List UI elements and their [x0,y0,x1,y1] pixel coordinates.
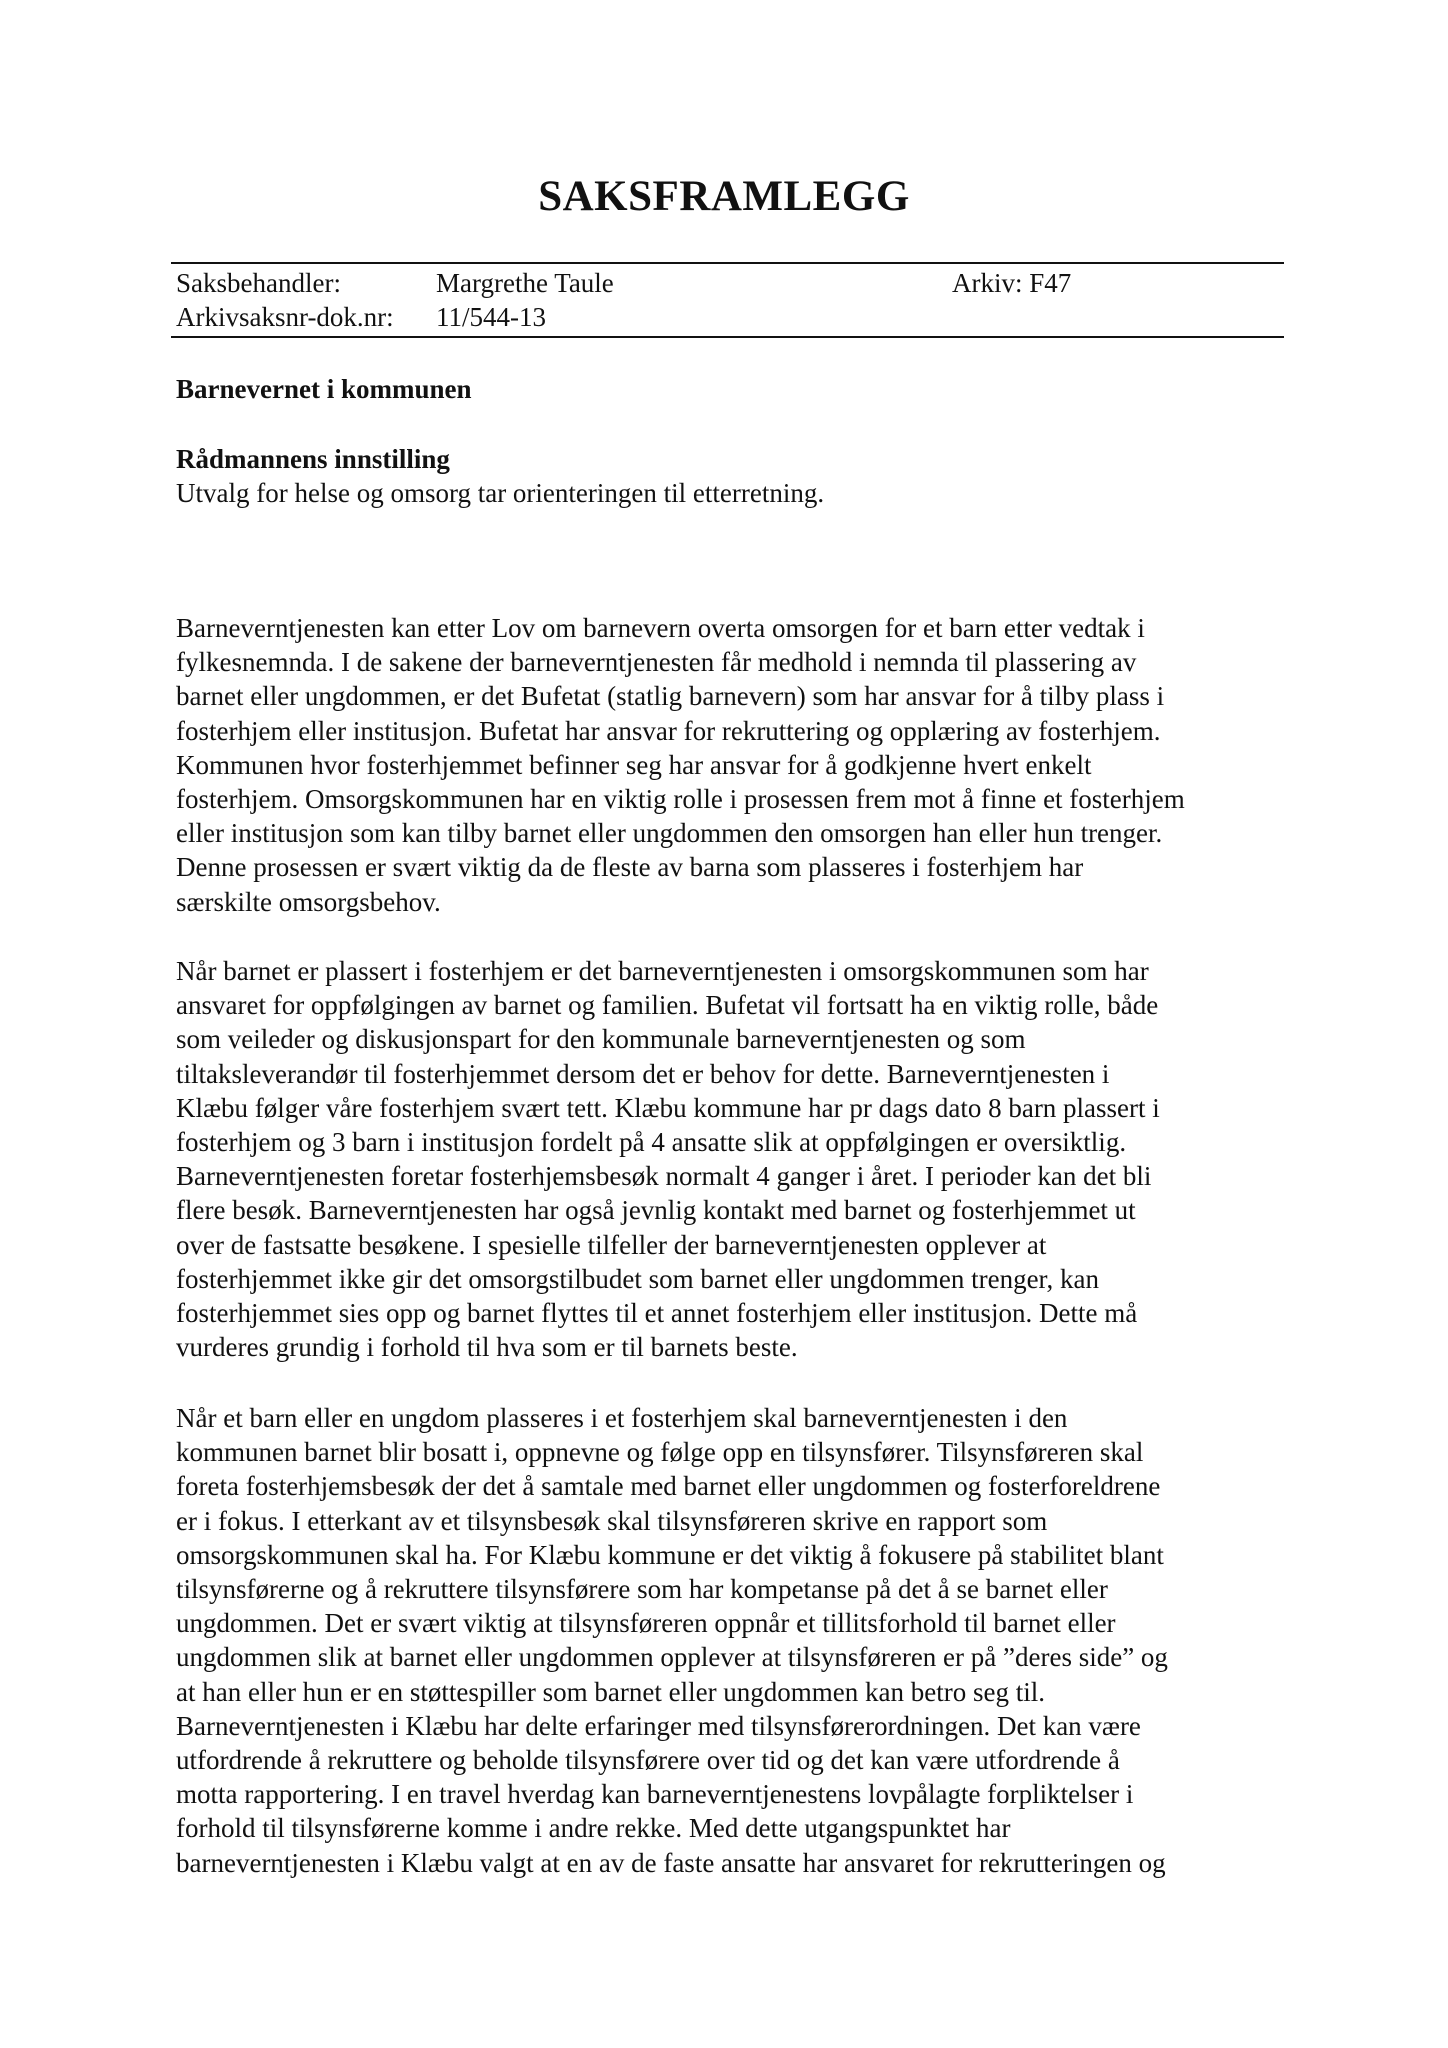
recommendation-text: Utvalg for helse og omsorg tar orienteringen til etterretning. [176,478,825,508]
paragraph-line: tiltaksleverandør til fosterhjemmet dersom det er behov for dette. Barneverntjenesten i [176,1058,1110,1089]
document-title: SAKSFRAMLEGG [538,173,910,220]
paragraph-line: ansvaret for oppfølgingen av barnet og familien. Bufetat vil fortsatt ha en viktig rolle, både [176,990,1159,1021]
case-title: Barnevernet i kommunen [176,374,472,404]
recommendation-heading: Rådmannens innstilling [176,444,450,474]
paragraph-line: som veileder og diskusjonspart for den kommunale barneverntjenesten og som [176,1024,1026,1055]
paragraph-line: barneverntjenesten i Klæbu valgt at en av de faste ansatte har ansvaret for rekrutteringen og [176,1847,1166,1878]
paragraph-line: fylkesnemnda. I de sakene der barneverntjenesten får medhold i nemnda til plassering av [176,647,1137,678]
paragraph-line: forhold til tilsynsførerne komme i andre rekke. Med dette utgangspunktet har [176,1813,1011,1844]
body-paragraph [176,611,1286,919]
paragraph-line: utfordrende å rekruttere og beholde tilsynsførere over tid og det kan være utfordrende å [176,1745,1120,1776]
paragraph-line: barnet eller ungdommen, er det Bufetat (statlig barnevern) som har ansvar for å tilby plass i [176,681,1165,712]
paragraph-line: motta rapportering. I en travel hverdag kan barneverntjenestens lovpålagte forpliktelser i [176,1779,1134,1810]
paragraph-line: Barneverntjenesten i Klæbu har delte erfaringer med tilsynsførerordningen. Det kan være [176,1710,1141,1741]
archive-code: Arkiv: F47 [952,268,1072,298]
paragraph-line: Når barnet er plassert i fosterhjem er det barneverntjenesten i omsorgskommunen som har [176,956,1149,986]
paragraph-line: Klæbu følger våre fosterhjem svært tett. Klæbu kommune har pr dags dato 8 barn plassert i [176,1092,1160,1123]
paragraph-line: fosterhjemmet sies opp og barnet flyttes til et annet fosterhjem eller institusjon. Dette må [176,1298,1138,1329]
case-officer-value: Margrethe Taule [436,268,614,298]
header-rule-top [171,262,1284,264]
paragraph-line: særskilte omsorgsbehov. [176,886,441,917]
paragraph-line: omsorgskommunen skal ha. For Klæbu kommune er det viktig å fokusere på stabilitet blant [176,1539,1164,1570]
body-paragraph [176,1401,1286,1880]
paragraph-line: er i fokus. I etterkant av et tilsynsbesøk skal tilsynsføreren skrive en rapport som [176,1505,1048,1536]
paragraph-line: kommunen barnet blir bosatt i, oppnevne og følge opp en tilsynsfører. Tilsynsføreren skal [176,1437,1144,1468]
paragraph-line: foreta fosterhjemsbesøk der det å samtale med barnet eller ungdommen og fosterforeldrene [176,1471,1161,1502]
paragraph-line: fosterhjem og 3 barn i institusjon fordelt på 4 ansatte slik at oppfølgingen er oversiktlig. [176,1127,1127,1158]
paragraph-line: ungdommen slik at barnet eller ungdommen opplever at tilsynsføreren er på ”deres side” og [176,1642,1168,1673]
paragraph-line: over de fastsatte besøkene. I spesielle tilfeller der barneverntjenesten opplever at [176,1229,1047,1260]
archive-ref-value: 11/544-13 [436,302,546,332]
case-officer-label: Saksbehandler: [176,268,341,298]
paragraph-line: at han eller hun er en støttespiller som barnet eller ungdommen kan betro seg til. [176,1676,1045,1707]
paragraph-line: eller institusjon som kan tilby barnet eller ungdommen den omsorgen han eller hun trenger. [176,818,1163,849]
paragraph-line: tilsynsførerne og å rekruttere tilsynsførere som har kompetanse på det å se barnet eller [176,1574,1108,1605]
paragraph-line: Kommunen hvor fosterhjemmet befinner seg har ansvar for å godkjenne hvert enkelt [176,749,1092,780]
paragraph-line: fosterhjemmet ikke gir det omsorgstilbudet som barnet eller ungdommen trenger, kan [176,1263,1099,1294]
paragraph-line: vurderes grundig i forhold til hva som er til barnets beste. [176,1332,798,1363]
body-paragraph [176,954,1286,1364]
paragraph-line: fosterhjem. Omsorgskommunen har en viktig rolle i prosessen frem mot å finne et fosterhjem [176,784,1185,815]
paragraph-line: Denne prosessen er svært viktig da de fleste av barna som plasseres i fosterhjem har [176,852,1084,883]
paragraph-line: Barneverntjenesten kan etter Lov om barnevern overta omsorgen for et barn etter vedtak i [176,613,1145,643]
archive-ref-label: Arkivsaksnr-dok.nr: [176,302,394,332]
header-rule-bottom [171,336,1284,338]
paragraph-line: ungdommen. Det er svært viktig at tilsynsføreren oppnår et tillitsforhold til barnet eller [176,1608,1116,1639]
paragraph-line: flere besøk. Barneverntjenesten har også jevnlig kontakt med barnet og fosterhjemmet ut [176,1195,1136,1226]
paragraph-line: Barneverntjenesten foretar fosterhjemsbesøk normalt 4 ganger i året. I perioder kan det bli [176,1161,1152,1192]
paragraph-line: Når et barn eller en ungdom plasseres i et fosterhjem skal barneverntjenesten i den [176,1403,1068,1433]
paragraph-line: fosterhjem eller institusjon. Bufetat har ansvar for rekruttering og opplæring av fosterhjem. [176,715,1161,746]
